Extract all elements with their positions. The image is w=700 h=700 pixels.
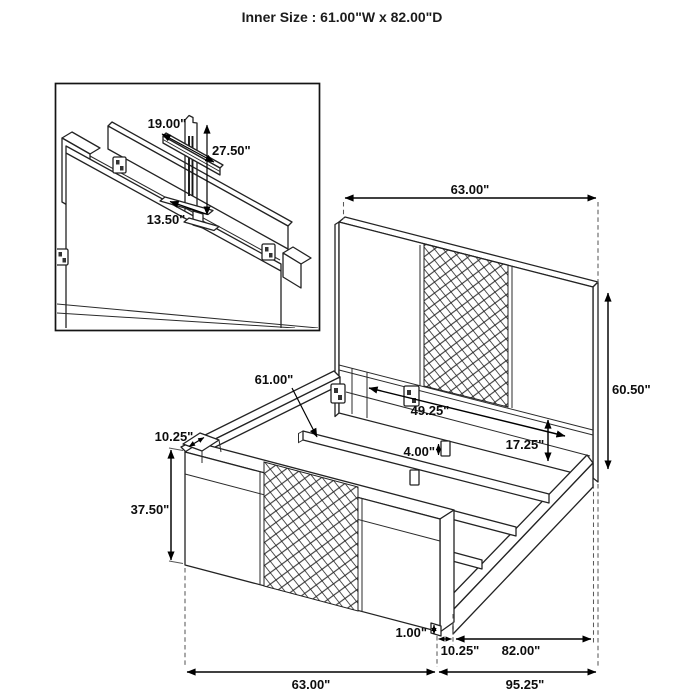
- center-leg-2: [410, 470, 419, 485]
- dim-headboard-height: [608, 293, 651, 469]
- dim-headboard-height-label: 60.50": [612, 382, 651, 397]
- dim-overall-depth-label: 95.25": [505, 677, 545, 692]
- footboard-lattice-panel: [264, 462, 358, 611]
- dim-footboard-width: [187, 672, 435, 692]
- dim-footboard-top-depth-label: 10.25": [154, 429, 194, 444]
- dim-footboard-height: [131, 450, 171, 560]
- bracket-left-icon: [331, 384, 345, 403]
- footboard-glide-foot: [431, 623, 441, 636]
- dim-cleat-length-label: 19.00": [147, 116, 187, 131]
- page-title: Inner Size : 61.00"W x 82.00"D: [241, 9, 443, 25]
- headboard-lattice-panel: [424, 244, 508, 407]
- dim-foot-length-label: 13.50": [146, 212, 186, 227]
- clip-icon: [262, 244, 275, 260]
- dim-footboard-height-label: 37.50": [130, 502, 170, 517]
- inset-headboard-detail: [56, 84, 320, 331]
- clip-icon: [56, 249, 68, 265]
- clip-icon: [113, 157, 126, 173]
- center-leg-1: [441, 441, 450, 456]
- dim-center-leg-height-label: 4.00": [403, 444, 435, 459]
- dim-footboard-width-label: 63.00": [291, 677, 331, 692]
- dim-foot-glide-height-label: 1.00": [395, 625, 427, 640]
- dim-support-height-label: 27.50": [212, 143, 251, 158]
- dim-footboard-bottom-depth: [439, 639, 480, 658]
- dim-back-rail-length-label: 49.25": [410, 403, 450, 418]
- footboard-right-face: [440, 510, 454, 632]
- dim-slat-length-label: 61.00": [254, 372, 294, 387]
- dim-overall-depth: [439, 672, 596, 692]
- dim-inner-depth-label: 82.00": [501, 643, 541, 658]
- dim-center-leg-height: [404, 444, 439, 459]
- dim-headboard-width-label: 63.00": [450, 182, 490, 197]
- dim-headboard-width: [345, 182, 596, 198]
- dim-footboard-bottom-depth-label: 10.25": [440, 643, 480, 658]
- headboard: [335, 217, 598, 482]
- headboard-right-edge: [593, 282, 598, 482]
- dim-side-rail-height-label: 17.25": [505, 437, 545, 452]
